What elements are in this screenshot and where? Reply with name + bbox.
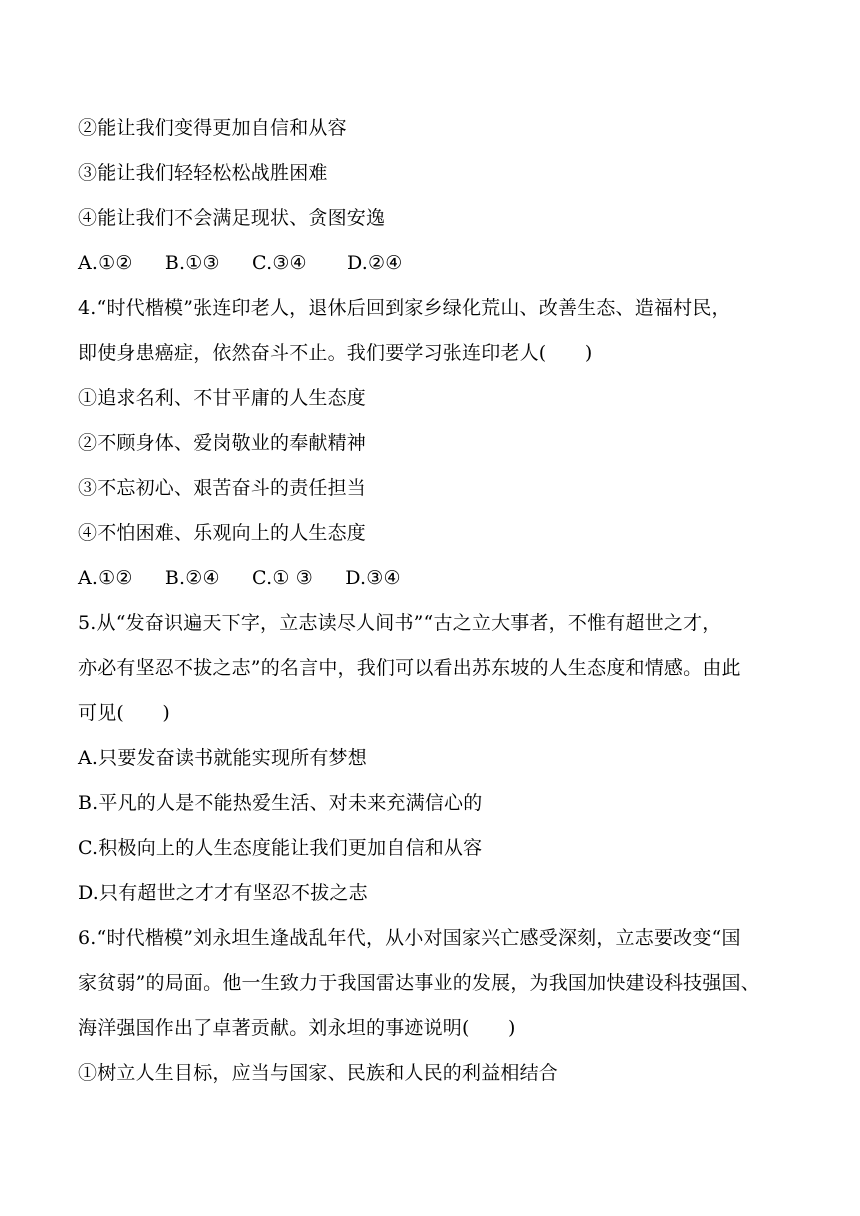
- q3-statement-2: ②能让我们变得更加自信和从容: [78, 117, 347, 139]
- q5-option-b: B.平凡的人是不能热爱生活、对未来充满信心的: [78, 792, 483, 814]
- q3-options: [78, 251, 403, 275]
- q4-statement-1: ①追求名利、不甘平庸的人生态度: [78, 387, 367, 409]
- q4-stem-line-2: 即使身患癌症，依然奋斗不止。我们要学习张连印老人( ): [78, 342, 593, 364]
- q5-stem-line-2: 亦必有坚忍不拔之志”的名言中，我们可以看出苏东坡的人生态度和情感。由此: [78, 657, 741, 679]
- q3-option-d: D.②④: [347, 252, 403, 274]
- q5-option-a: A.只要发奋读书就能实现所有梦想: [78, 747, 367, 769]
- q4-stem-line-1: 4.“时代楷模”张连印老人，退休后回到家乡绿化荒山、改善生态、造福村民，: [78, 297, 731, 319]
- q6-stem-line-1: 6.“时代楷模”刘永坦生逢战乱年代，从小对国家兴亡感受深刻，立志要改变“国: [78, 927, 741, 949]
- q3-option-a: A.①②: [78, 252, 133, 274]
- q4-statement-3: ③不忘初心、艰苦奋斗的责任担当: [78, 477, 367, 499]
- q4-option-d: D.③④: [345, 567, 401, 589]
- q3-statement-3: ③能让我们轻轻松松战胜困难: [78, 162, 328, 184]
- q4-statement-4: ④不怕困难、乐观向上的人生态度: [78, 522, 367, 544]
- q4-options: [78, 566, 401, 590]
- q3-option-c: C.③④: [252, 252, 307, 274]
- q5-stem-line-3: 可见( ): [78, 702, 171, 724]
- q6-stem-line-3: 海洋强国作出了卓著贡献。刘永坦的事迹说明( ): [78, 1017, 516, 1039]
- q4-statement-2: ②不顾身体、爱岗敬业的奉献精神: [78, 432, 367, 454]
- q4-option-c: C.① ③: [252, 567, 314, 589]
- q4-option-b: B.②④: [164, 567, 220, 589]
- q5-stem-line-1: 5.从“发奋识遍天下字，立志读尽人间书”“古之立大事者，不惟有超世之才，: [78, 612, 722, 634]
- q6-statement-1: ①树立人生目标，应当与国家、民族和人民的利益相结合: [78, 1062, 559, 1084]
- q5-option-c: C.积极向上的人生态度能让我们更加自信和从容: [78, 837, 483, 859]
- q5-option-d: D.只有超世之才才有坚忍不拔之志: [78, 882, 368, 904]
- q3-option-b: B.①③: [164, 252, 220, 274]
- q6-stem-line-2: 家贫弱”的局面。他一生致力于我国雷达事业的发展，为我国加快建设科技强国、: [78, 972, 760, 994]
- q4-option-a: A.①②: [78, 567, 133, 589]
- q3-statement-4: ④能让我们不会满足现状、贪图安逸: [78, 207, 386, 229]
